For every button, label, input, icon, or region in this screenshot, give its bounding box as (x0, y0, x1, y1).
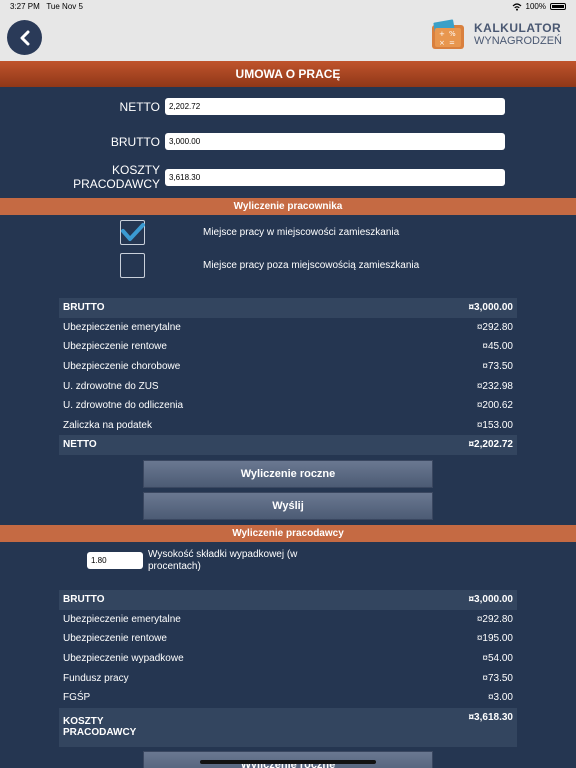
battery-percent: 100% (525, 2, 546, 11)
netto-label: NETTO (119, 100, 160, 114)
logo-text (474, 22, 562, 48)
send-button[interactable]: Wyślij (143, 492, 433, 520)
row-value: ¤2,202.72 (468, 439, 513, 451)
table-row (59, 376, 517, 396)
checkmark-icon (120, 220, 145, 245)
row-value: ¤3.00 (487, 692, 513, 704)
row-label: Ubezpieczenie rentowe (63, 341, 167, 353)
row-value: ¤3,000.00 (468, 302, 513, 314)
table-row (59, 649, 517, 669)
table-row (59, 416, 517, 436)
row-label: BRUTTO (63, 302, 105, 314)
status-date: Tue Nov 5 (46, 2, 83, 11)
employer-table (59, 590, 517, 747)
app-logo (430, 19, 562, 51)
svg-text:=: = (449, 39, 455, 47)
row-label: NETTO (63, 439, 97, 451)
page-title: UMOWA O PRACĘ (0, 61, 576, 87)
table-row (59, 708, 517, 747)
row-label: BRUTTO (63, 594, 105, 606)
option-home-checkbox[interactable] (120, 220, 145, 245)
table-row (59, 435, 517, 455)
battery-icon (550, 3, 566, 10)
netto-input[interactable] (165, 98, 505, 115)
table-row (59, 298, 517, 318)
wifi-icon (512, 3, 522, 11)
option-away-label: Miejsce pracy poza miejscowością zamieszkania (203, 260, 420, 271)
calculator-wallet-icon (430, 19, 466, 51)
row-label: Ubezpieczenie emerytalne (63, 613, 181, 625)
row-label: FGŚP (63, 692, 91, 704)
brutto-input[interactable] (165, 133, 505, 150)
option-home-label: Miejsce pracy w miejscowości zamieszkania (203, 227, 400, 238)
chevron-left-icon (18, 30, 32, 46)
table-row (59, 590, 517, 610)
row-value: ¤195.00 (476, 633, 513, 645)
row-value: ¤45.00 (482, 341, 513, 353)
table-row (59, 668, 517, 688)
employer-section-header: Wyliczenie pracodawcy (0, 525, 576, 542)
status-bar (0, 0, 576, 13)
row-label: Ubezpieczenie rentowe (63, 633, 167, 645)
status-time: 3:27 PM (10, 2, 40, 11)
table-row (59, 337, 517, 357)
employee-section-header: Wyliczenie pracownika (0, 198, 576, 215)
status-time-date (10, 2, 83, 11)
accident-rate-label: Wysokość składki wypadkowej (w procentach) (148, 549, 298, 572)
svg-text:×: × (439, 39, 445, 47)
row-label: Fundusz pracy (63, 672, 129, 684)
koszty-input[interactable] (165, 169, 505, 186)
row-label: Ubezpieczenie emerytalne (63, 321, 181, 333)
row-label: Ubezpieczenie chorobowe (63, 361, 181, 373)
svg-text:%: % (449, 30, 456, 38)
row-label: KOSZTY PRACODAWCY (63, 715, 137, 738)
row-label: U. zdrowotne do odliczenia (63, 400, 184, 412)
row-value: ¤153.00 (476, 419, 513, 431)
row-label: Zaliczka na podatek (63, 419, 152, 431)
koszty-label: KOSZTY PRACODAWCY (73, 163, 160, 191)
row-value: ¤3,000.00 (468, 594, 513, 606)
row-value: ¤200.62 (476, 400, 513, 412)
table-row (59, 610, 517, 630)
back-button[interactable] (7, 20, 42, 55)
table-row (59, 357, 517, 377)
top-bar (0, 13, 576, 61)
logo-line-2: WYNAGRODZEŃ (474, 35, 562, 47)
employee-table (59, 298, 517, 455)
employee-annual-button[interactable]: Wyliczenie roczne (143, 460, 433, 488)
table-row (59, 688, 517, 708)
row-value: ¤54.00 (482, 653, 513, 665)
row-value: ¤232.98 (476, 380, 513, 392)
row-value: ¤292.80 (476, 321, 513, 333)
table-row (59, 396, 517, 416)
table-row (59, 629, 517, 649)
row-label: U. zdrowotne do ZUS (63, 380, 159, 392)
accident-rate-input[interactable] (87, 552, 143, 569)
row-label: Ubezpieczenie wypadkowe (63, 653, 184, 665)
logo-line-1: KALKULATOR (474, 21, 562, 35)
row-value: ¤292.80 (476, 613, 513, 625)
row-value: ¤3,618.30 (468, 711, 513, 723)
home-indicator (200, 760, 376, 764)
brutto-label: BRUTTO (110, 135, 160, 149)
option-away-checkbox[interactable] (120, 253, 145, 278)
table-row (59, 318, 517, 338)
row-value: ¤73.50 (482, 361, 513, 373)
status-right (512, 2, 566, 11)
svg-text:+: + (439, 30, 445, 38)
row-value: ¤73.50 (482, 672, 513, 684)
